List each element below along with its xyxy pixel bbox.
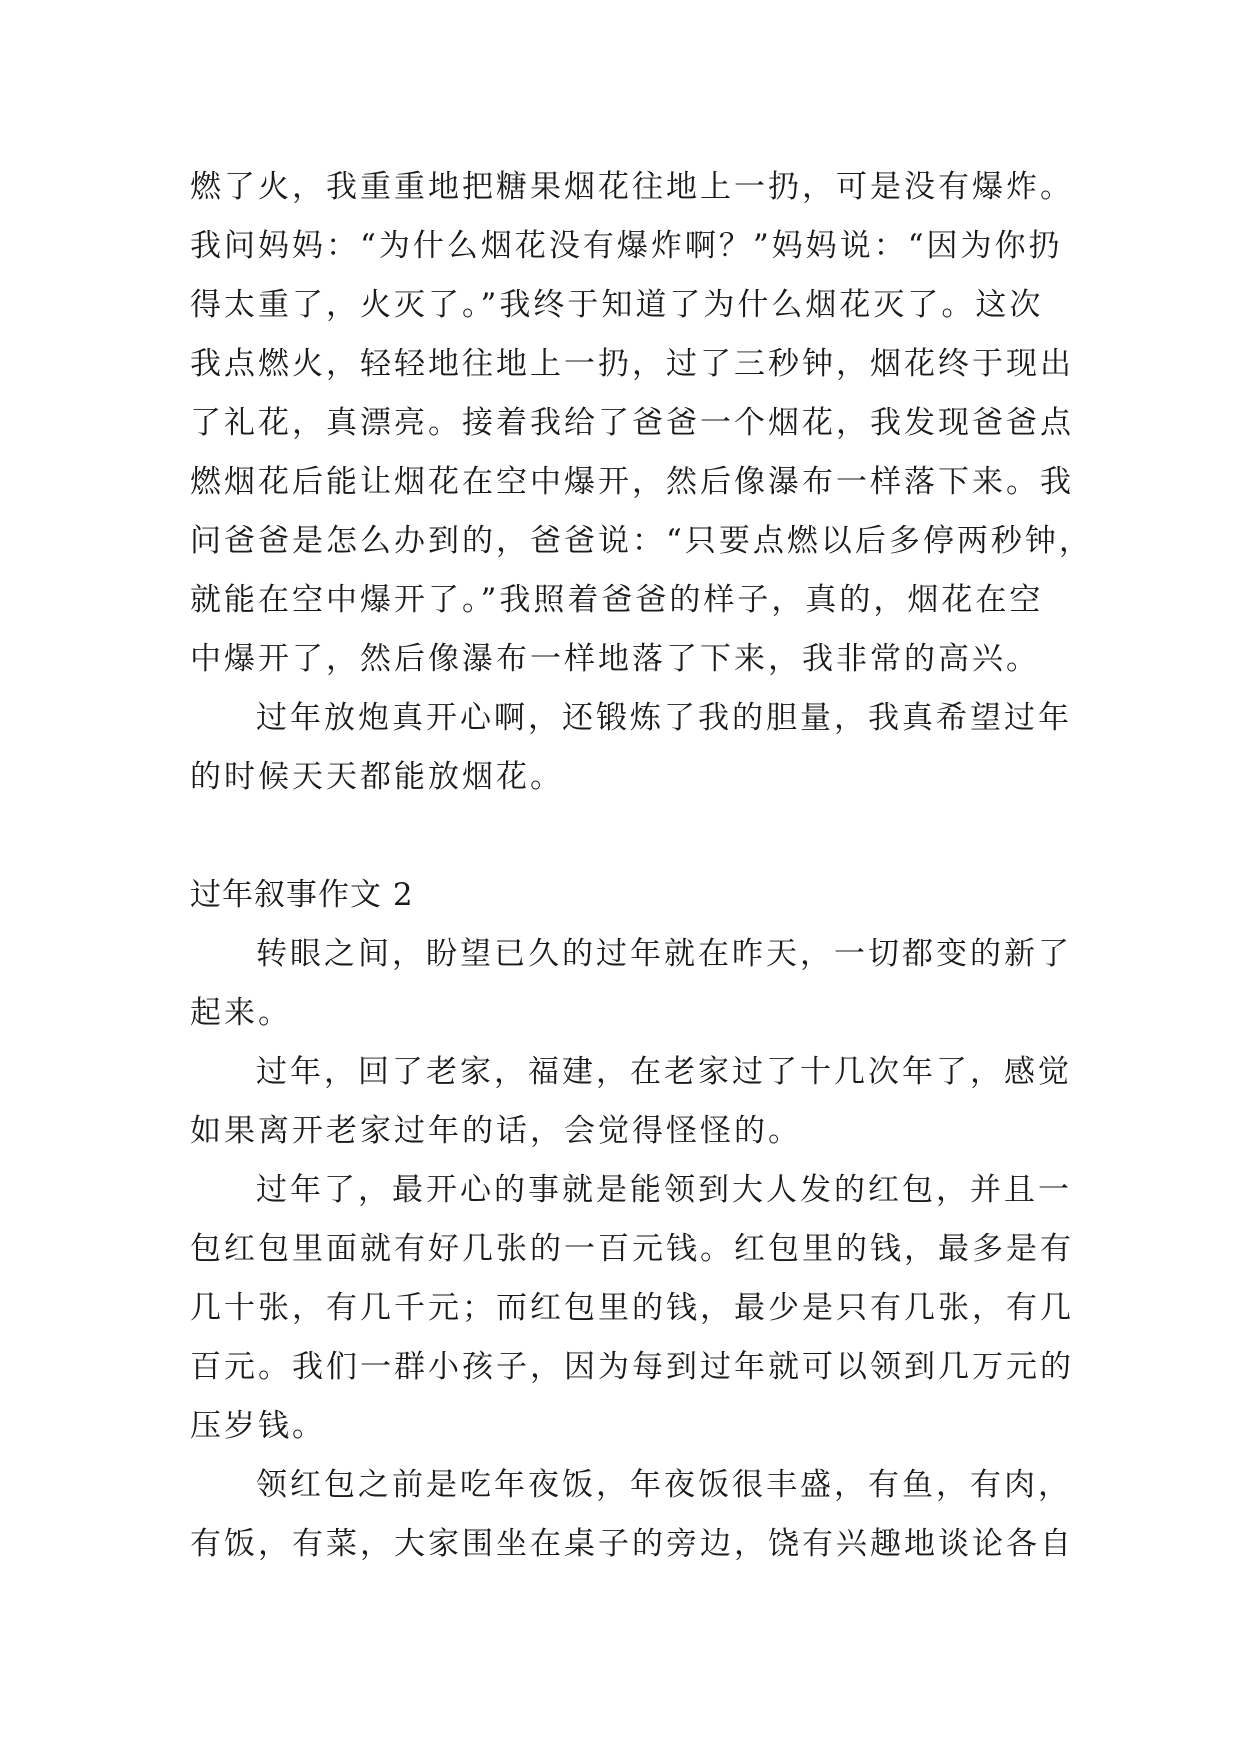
text-line: 过年了，最开心的事就是能领到大人发的红包，并且一 (256, 1172, 1072, 1208)
text-line: 的时候天天都能放烟花。 (190, 759, 564, 795)
text-line: 就能在空中爆开了。”我照着爸爸的样子，真的，烟花在空 (190, 582, 1044, 618)
text-line: 包红包里面就有好几张的一百元钱。红包里的钱，最多是有 (190, 1231, 1074, 1267)
paragraph-red-envelopes (190, 1161, 1074, 1456)
text-line: 百元。我们一群小孩子，因为每到过年就可以领到几万元的 (190, 1349, 1074, 1385)
text-line: 领红包之前是吃年夜饭，年夜饭很丰盛，有鱼，有肉， (256, 1467, 1072, 1503)
text-line: 压岁钱。 (190, 1408, 326, 1444)
paragraph-hometown (190, 1043, 1072, 1161)
paragraph-conclusion (190, 689, 1072, 807)
text-line: 我点燃火，轻轻地往地上一扔，过了三秒钟，烟花终于现出 (190, 346, 1074, 382)
text-line: 得太重了，火灭了。”我终于知道了为什么烟花灭了。这次 (190, 287, 1044, 323)
text-line: 我问妈妈：“为什么烟花没有爆炸啊？”妈妈说：“因为你扔 (190, 228, 1063, 264)
text-line: 有饭，有菜，大家围坐在桌子的旁边，饶有兴趣地谈论各自 (190, 1526, 1074, 1562)
text-line: 燃了火，我重重地把糖果烟花往地上一扔，可是没有爆炸。 (190, 169, 1074, 205)
text-line: 过年，回了老家，福建，在老家过了十几次年了，感觉 (256, 1054, 1072, 1090)
text-line: 如果离开老家过年的话，会觉得怪怪的。 (190, 1113, 802, 1149)
text-line: 起来。 (190, 995, 292, 1031)
text-line: 问爸爸是怎么办到的，爸爸说：“只要点燃以后多停两秒钟， (190, 523, 1093, 559)
text-line: 中爆开了，然后像瀑布一样地落了下来，我非常的高兴。 (190, 641, 1040, 677)
paragraph-fireworks-story (190, 158, 1093, 689)
text-line: 几十张，有几千元；而红包里的钱，最少是只有几张，有几 (190, 1290, 1074, 1326)
text-line: 转眼之间，盼望已久的过年就在昨天，一切都变的新了 (256, 936, 1072, 972)
essay-heading: 过年叙事作文 2 (190, 877, 414, 913)
essay-body (190, 158, 1093, 1574)
paragraph-new-year-dinner (190, 1456, 1074, 1574)
text-line: 燃烟花后能让烟花在空中爆开，然后像瀑布一样落下来。我 (190, 464, 1074, 500)
text-line: 过年放炮真开心啊，还锻炼了我的胆量，我真希望过年 (256, 700, 1072, 736)
text-line: 了礼花，真漂亮。接着我给了爸爸一个烟花，我发现爸爸点 (190, 405, 1074, 441)
paragraph-intro (190, 925, 1072, 1043)
